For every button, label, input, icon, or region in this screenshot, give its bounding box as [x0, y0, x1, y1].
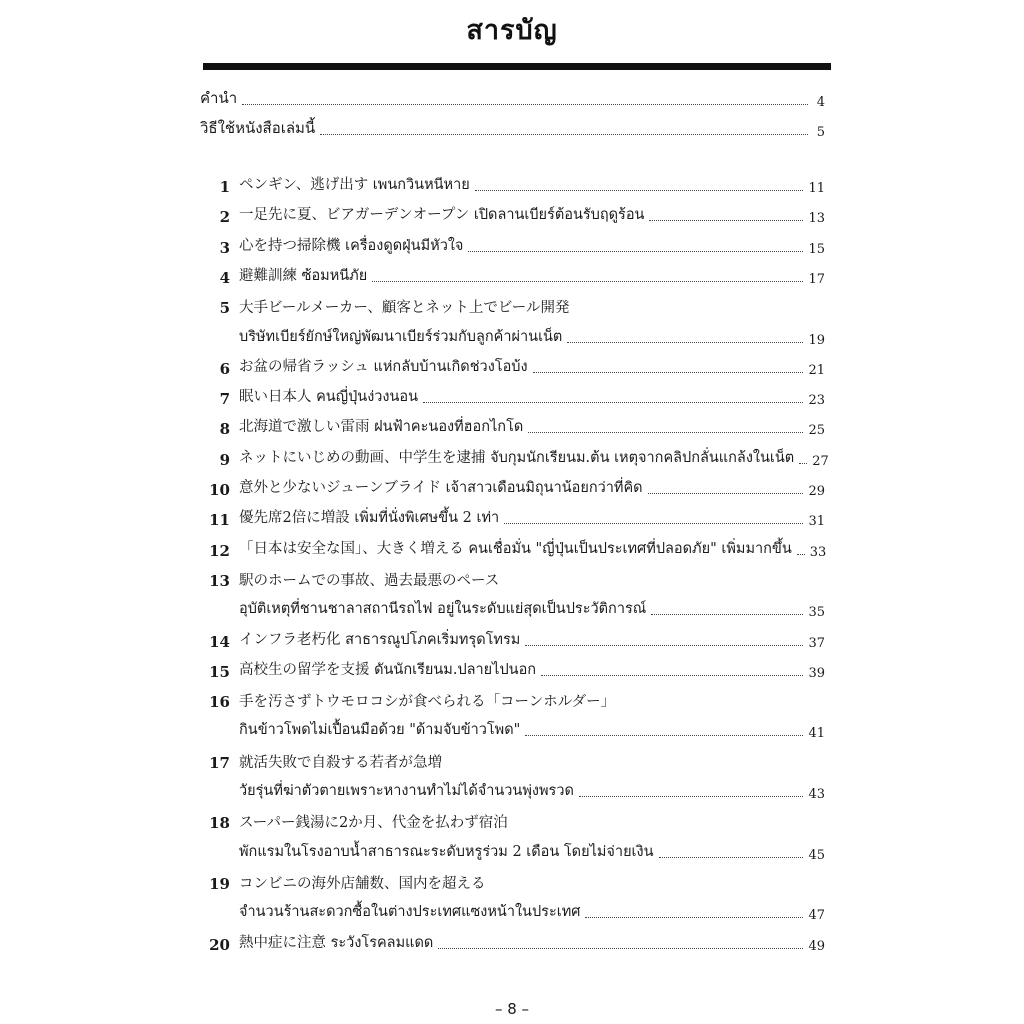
entry-title: 就活失敗で自殺する若者が急増 — [239, 754, 442, 771]
dot-leader — [649, 220, 803, 221]
entry-title: บริษัทเบียร์ยักษ์ใหญ่พัฒนาเบียร์ร่วมกับลูกค้าผ่านเน็ต — [239, 328, 563, 345]
dot-leader — [468, 251, 803, 252]
chapter-entry-subtitle — [200, 897, 825, 923]
dot-leader — [579, 796, 804, 797]
dot-leader — [648, 493, 804, 494]
page-number: 43 — [808, 787, 825, 802]
chapter-entry — [200, 291, 825, 317]
entry-title: วัยรุ่นที่ฆ่าตัวตายเพราะหางานทำไม่ได้จำนวนพุ่งพรวด — [239, 783, 574, 799]
page-number: 41 — [808, 726, 825, 742]
entry-title: ペンギン、逃げ出す เพนกวินหนีหาย — [239, 177, 470, 193]
chapter-entry — [200, 625, 825, 651]
chapter-entry — [200, 746, 825, 772]
dot-leader — [242, 104, 808, 105]
chapter-number: 4 — [219, 268, 230, 287]
entry-title: 眠い日本人 คนญี่ปุ่นง่วงนอน — [239, 389, 419, 406]
page-number: 45 — [808, 847, 825, 863]
chapter-number: 15 — [209, 662, 230, 681]
entry-title: 北海道で激しい雷雨 ฝนฟ้าคะนองที่ฮอกไกโด — [239, 419, 524, 436]
chapter-number: 6 — [219, 359, 230, 378]
chapter-number: 2 — [219, 208, 230, 227]
chapter-number: 1 — [219, 178, 230, 196]
chapter-entry — [200, 382, 825, 408]
chapter-entry-subtitle — [200, 594, 825, 620]
dot-leader — [423, 402, 803, 403]
dot-leader — [797, 554, 805, 555]
entry-title: お盆の帰省ラッシュ แห่กลับบ้านเกิดช่วงโอบ้ง — [239, 358, 528, 375]
entry-title: พักแรมในโรงอาบน้ำสาธารณะระดับหรูร่วม 2 เดือน โดยไม่จ่ายเงิน — [239, 843, 654, 860]
chapter-entry — [200, 806, 825, 832]
chapter-entry — [200, 928, 825, 954]
entry-title: 一足先に夏、ビアガーデンオープン เปิดลานเบียร์ต้อนรับฤดูร้อน — [239, 207, 645, 224]
front-matter-entry — [200, 84, 825, 110]
chapter-number: 14 — [209, 632, 230, 651]
chapter-entry — [200, 200, 825, 226]
chapter-entry — [200, 352, 825, 378]
entry-title: คำนำ — [200, 89, 238, 107]
chapter-number: 13 — [209, 571, 230, 590]
entry-title: 心を持つ掃除機 เครื่องดูดฝุ่นมีหัวใจ — [239, 237, 464, 254]
page-number: 35 — [808, 605, 825, 621]
page-number: 4 — [816, 95, 825, 110]
page-number: 19 — [808, 332, 825, 348]
page-number: 33 — [809, 544, 827, 560]
entry-title: 駅のホームでの事故、過去最悪のペース — [239, 572, 500, 589]
chapter-number: 20 — [209, 935, 230, 954]
chapter-number: 12 — [209, 541, 230, 560]
page-number-footer: – 8 – — [494, 1000, 530, 1018]
dot-leader — [372, 281, 803, 282]
chapter-number: 7 — [219, 390, 230, 409]
chapter-entry — [200, 443, 829, 469]
dot-leader — [541, 675, 803, 676]
front-matter-entry — [200, 114, 825, 140]
entry-title: ネットにいじめの動画、中学生を逮捕 จับกุมนักเรียนม.ต้น เหตุจากคลิปกลั่นแกล้งในเน็ต — [239, 449, 795, 466]
dot-leader — [525, 645, 803, 646]
chapter-entry — [200, 534, 825, 560]
dot-leader — [504, 523, 803, 524]
entry-title: 避難訓練 ซ้อมหนีภัย — [239, 267, 368, 284]
entry-title: 大手ビールメーカー、顧客とネット上でビール開発 — [239, 300, 570, 317]
chapter-entry-subtitle — [200, 837, 825, 863]
page-number: 31 — [808, 514, 825, 530]
dot-leader — [320, 134, 808, 135]
page-number: 27 — [812, 453, 829, 469]
chapter-number: 9 — [219, 450, 230, 469]
dot-leader — [525, 735, 803, 736]
dot-leader — [585, 917, 803, 918]
chapter-entry-subtitle — [200, 322, 825, 348]
chapter-entry — [200, 412, 825, 438]
dot-leader — [533, 372, 804, 373]
chapter-number: 11 — [209, 511, 230, 530]
entry-title: 意外と少ないジューンブライド เจ้าสาวเดือนมิถุนาน้อยกว่าที่คิด — [239, 480, 643, 496]
chapter-entry-subtitle — [200, 715, 825, 741]
entry-title: วิธีใช้หนังสือเล่มนี้ — [200, 119, 316, 137]
entry-title: 高校生の留学を支援 ดันนักเรียนม.ปลายไปนอก — [239, 661, 537, 678]
chapter-entry — [200, 867, 825, 893]
page-number: 47 — [808, 908, 825, 924]
chapter-number: 17 — [209, 753, 230, 772]
chapter-number: 18 — [209, 814, 230, 833]
page-number: 39 — [808, 665, 825, 681]
chapter-entry — [200, 261, 825, 287]
dot-leader — [475, 190, 804, 191]
entry-title: 熱中症に注意 ระวังโรคลมแดด — [239, 934, 434, 951]
chapter-number: 19 — [209, 874, 230, 893]
chapter-entry-subtitle — [200, 776, 825, 802]
entry-title: 手を汚さずトウモロコシが食べられる「コーンホルダー」 — [239, 694, 616, 711]
entry-title: กินข้าวโพดไม่เปื้อนมือด้วย "ด้ามจับข้าวโพด" — [239, 722, 521, 739]
chapter-number: 5 — [219, 299, 230, 318]
chapter-entry — [200, 564, 825, 590]
entry-title: スーパー銭湯に2か月、代金を払わず宿泊 — [239, 815, 508, 832]
dot-leader — [651, 614, 803, 615]
entry-title: 優先席2倍に増設 เพิ่มที่นั่งพิเศษขึ้น 2 เท่า — [239, 510, 500, 527]
chapter-entry — [200, 231, 825, 257]
page-number: 21 — [808, 362, 825, 378]
title-rule — [203, 63, 831, 70]
page-number: 11 — [808, 181, 825, 196]
page-number: 37 — [808, 635, 825, 651]
chapter-entry — [200, 170, 825, 196]
page-number: 23 — [808, 393, 825, 409]
page-number: 49 — [808, 938, 825, 954]
page-number: 29 — [808, 484, 825, 499]
page-number: 25 — [808, 423, 825, 439]
dot-leader — [799, 463, 807, 464]
chapter-number: 8 — [219, 420, 230, 439]
dot-leader — [567, 342, 803, 343]
dot-leader — [528, 432, 803, 433]
chapter-number: 10 — [209, 481, 230, 499]
page-number: 17 — [808, 271, 825, 287]
page-title: สารบัญ — [466, 15, 558, 46]
page-number: 5 — [816, 125, 825, 140]
chapter-entry — [200, 503, 825, 529]
chapter-entry — [200, 473, 825, 499]
entry-title: コンビニの海外店舗数、国内を超える — [239, 875, 486, 892]
entry-title: 「日本は安全な国」、大きく増える คนเชื่อมั่น "ญี่ปุ่นเป็นประเทศที่ปลอดภัย" เพิ่มมากขึ้น — [239, 540, 792, 557]
entry-title: インフラ老朽化 สาธารณูปโภคเริ่มทรุดโทรม — [239, 631, 521, 648]
chapter-entry — [200, 655, 825, 681]
entry-title: จำนวนร้านสะดวกซื้อในต่างประเทศแซงหน้าในประเทศ — [239, 904, 581, 921]
page-number: 15 — [808, 241, 825, 257]
dot-leader — [438, 948, 803, 949]
entry-title: อุบัติเหตุที่ชานชาลาสถานีรถไฟ อยู่ในระดับแย่สุดเป็นประวัติการณ์ — [239, 601, 647, 618]
chapter-number: 16 — [209, 693, 230, 712]
page-number: 13 — [808, 211, 825, 227]
dot-leader — [659, 857, 804, 858]
chapter-entry — [200, 685, 825, 711]
chapter-number: 3 — [219, 238, 230, 257]
